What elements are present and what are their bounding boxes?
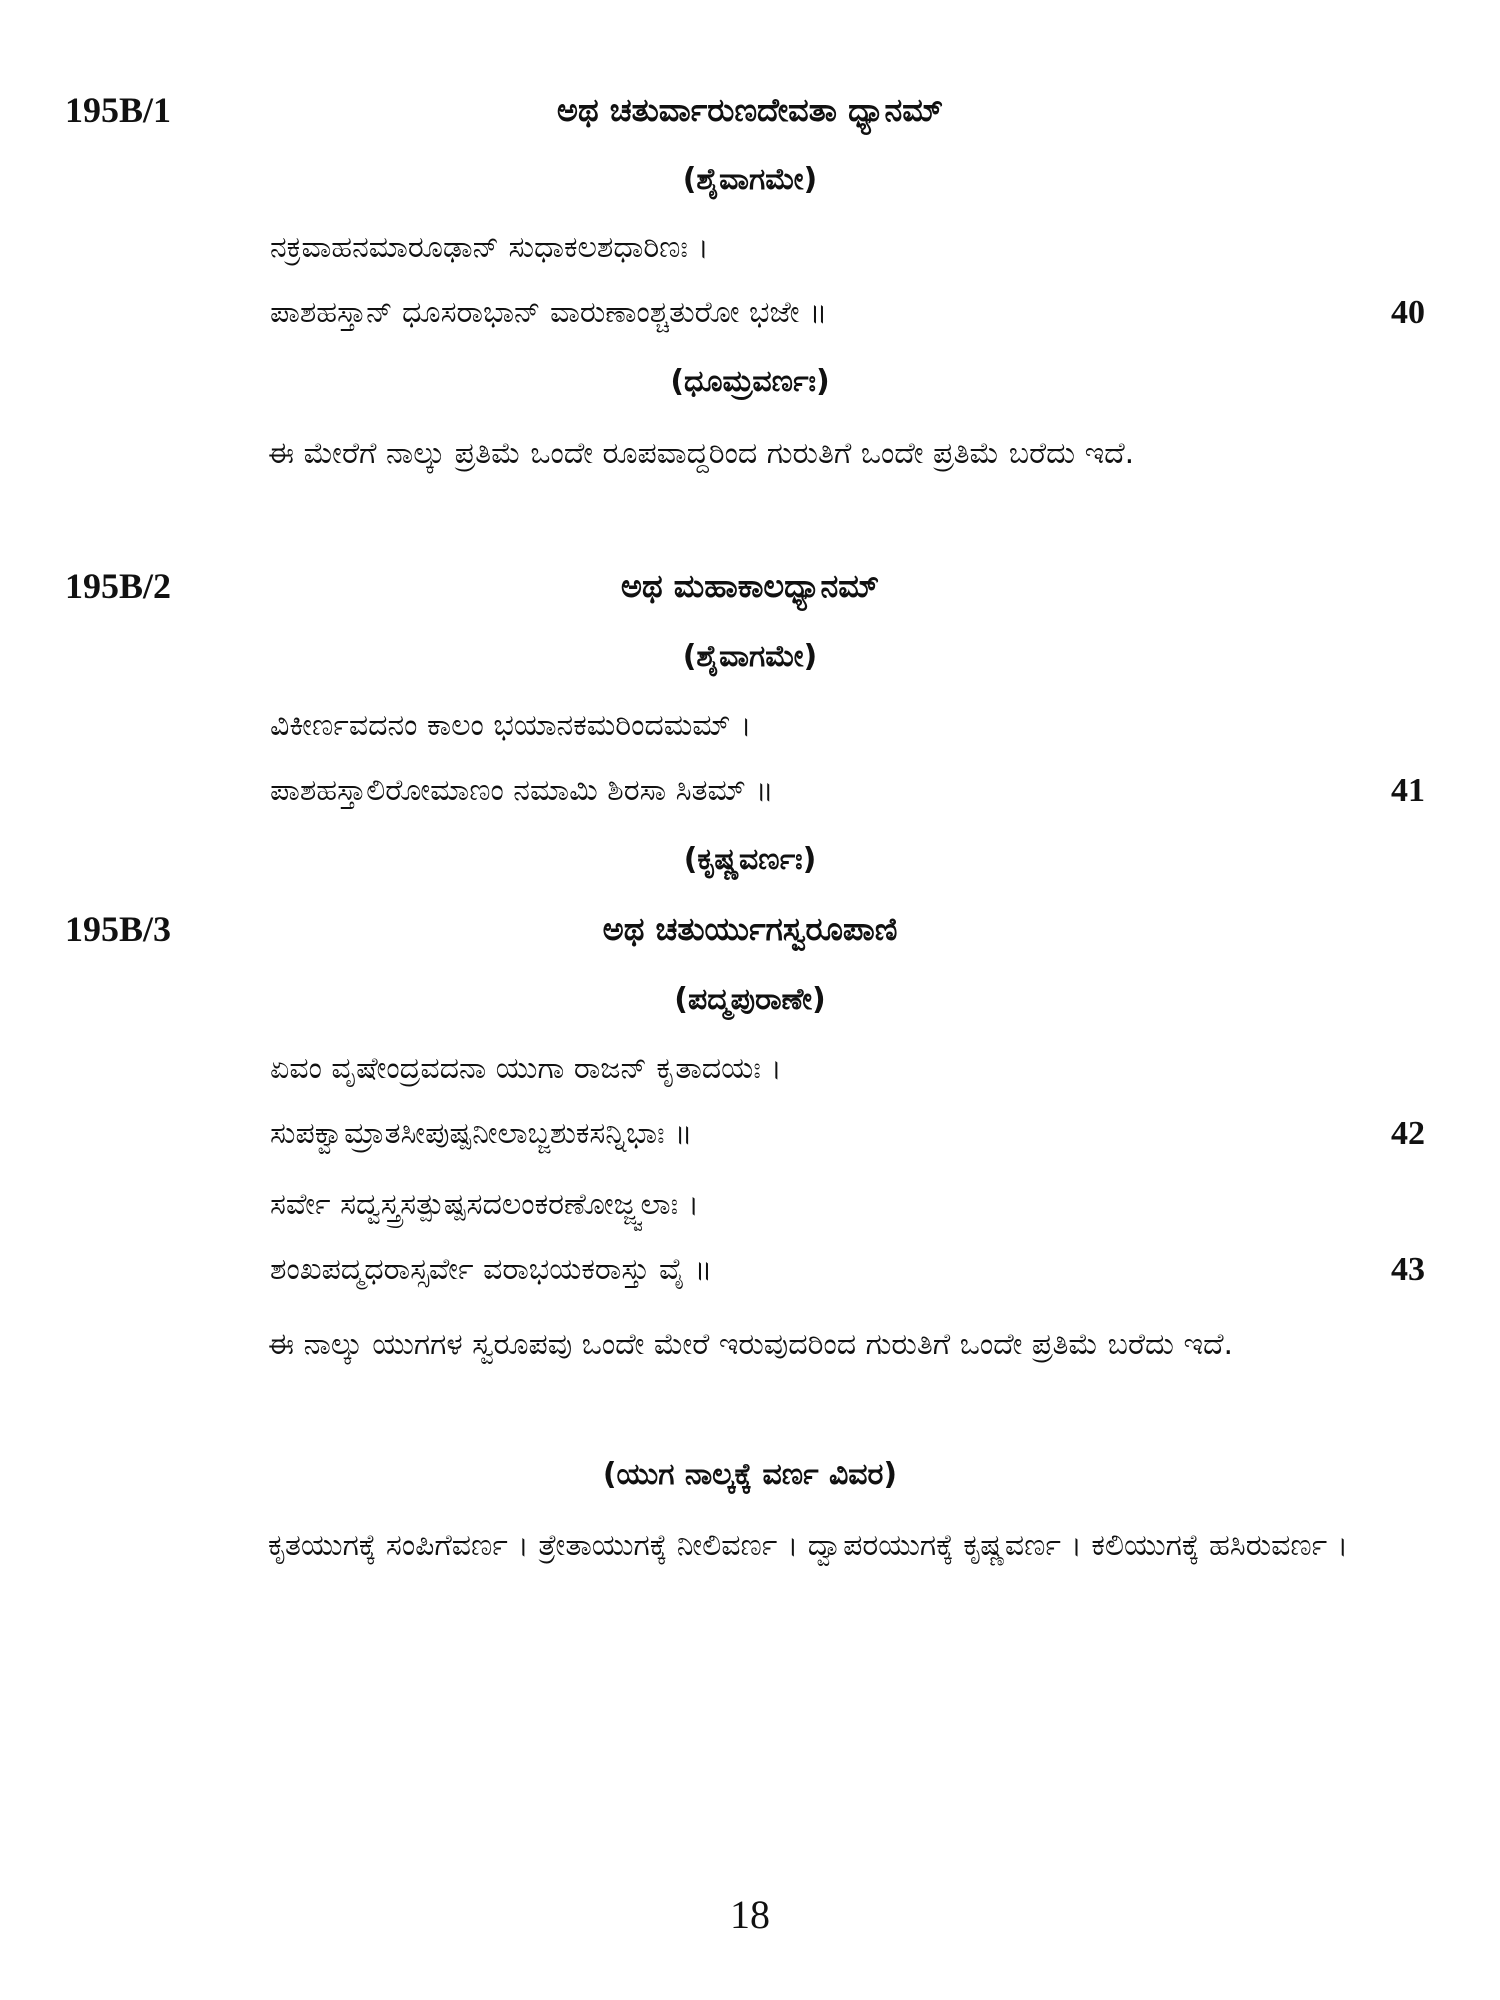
colour-details: ಕೃತಯುಗಕ್ಕೆ ಸಂಪಿಗೆವರ್ಣ । ತ್ರೇತಾಯುಗಕ್ಕೆ ನೀಲಿವರ್ಣ । ದ್ವಾಪರಯುಗಕ್ಕೆ ಕೃಷ್ಣವರ್ಣ । ಕಲಿಯುಗಕ್ಕೆ ಹಸಿರುವರ್ಣ । xyxy=(268,1528,1349,1563)
section-code: 195B/2 xyxy=(65,566,172,606)
verse-number: 40 xyxy=(1391,294,1425,331)
section-source: (ಶೈವಾಗಮೇ) xyxy=(682,162,818,197)
section-title: ಅಥ ಚತುರ್ವಾರುಣದೇವತಾ ಧ್ಯಾನಮ್ xyxy=(556,91,944,129)
section-source: (ಪದ್ಮಪುರಾಣೇ) xyxy=(674,982,826,1017)
section-title: ಅಥ ಮಹಾಕಾಲಧ್ಯಾನಮ್ xyxy=(620,567,880,605)
verse-number: 41 xyxy=(1391,772,1425,809)
section-subheading: (ಯುಗ ನಾಲ್ಕಕ್ಕೆ ವರ್ಣ ವಿವರ) xyxy=(602,1457,898,1492)
verse-line: ಸುಪಕ್ವಾಮ್ರಾತಸೀಪುಷ್ಪನೀಲಾಬ್ಜಶುಕಸನ್ನಿಭಾಃ ॥ xyxy=(270,1116,693,1151)
verse-line: ಸರ್ವೇ ಸದ್ವಸ್ತ್ರಸತ್ಪುಷ್ಪಸದಲಂಕರಣೋಜ್ಜ್ವಲಾಃ । xyxy=(270,1187,699,1222)
section-colour: (ಕೃಷ್ಣವರ್ಣಃ) xyxy=(683,842,817,877)
section-colour: (ಧೂಮ್ರವರ್ಣಃ) xyxy=(670,364,830,399)
page-number: 18 xyxy=(730,1892,770,1937)
section-note: ಈ ಮೇರೆಗೆ ನಾಲ್ಕು ಪ್ರತಿಮೆ ಒಂದೇ ರೂಪವಾದ್ದರಿಂದ ಗುರುತಿಗೆ ಒಂದೇ ಪ್ರತಿಮೆ ಬರೆದು ಇದೆ. xyxy=(268,436,1135,471)
verse-number: 42 xyxy=(1391,1115,1425,1152)
verse-line: ಶಂಖಪದ್ಮಧರಾಸ್ಸರ್ವೇ ವರಾಭಯಕರಾಸ್ತು ವೈ ॥ xyxy=(270,1252,713,1287)
verse-line: ವಿಕೀರ್ಣವದನಂ ಕಾಲಂ ಭಯಾನಕಮರಿಂದಮಮ್ । xyxy=(270,708,752,743)
verse-line: ಏವಂ ವೃಷೇಂದ್ರವದನಾ ಯುಗಾ ರಾಜನ್ ಕೃತಾದಯಃ । xyxy=(270,1051,782,1086)
section-code: 195B/3 xyxy=(65,909,172,949)
verse-line: ಪಾಶಹಸ್ತಾನ್ ಧೂಸರಾಭಾನ್ ವಾರುಣಾಂಶ್ಚತುರೋ ಭಜೇ ॥ xyxy=(270,295,828,330)
section-source: (ಶೈವಾಗಮೇ) xyxy=(682,639,818,674)
verse-line: ಪಾಶಹಸ್ತಾಲಿರೋಮಾಣಂ ನಮಾಮಿ ಶಿರಸಾ ಸಿತಮ್ ॥ xyxy=(270,773,774,808)
section-code: 195B/1 xyxy=(65,90,172,130)
section-title: ಅಥ ಚತುರ್ಯುಗಸ್ವರೂಪಾಣಿ xyxy=(602,910,898,948)
section-note: ಈ ನಾಲ್ಕು ಯುಗಗಳ ಸ್ವರೂಪವು ಒಂದೇ ಮೇರೆ ಇರುವುದರಿಂದ ಗುರುತಿಗೆ ಒಂದೇ ಪ್ರತಿಮೆ ಬರೆದು ಇದೆ. xyxy=(268,1327,1234,1362)
verse-line: ನಕ್ರವಾಹನಮಾರೂಢಾನ್ ಸುಧಾಕಲಶಧಾರಿಣಃ । xyxy=(270,230,709,265)
verse-number: 43 xyxy=(1391,1251,1425,1288)
